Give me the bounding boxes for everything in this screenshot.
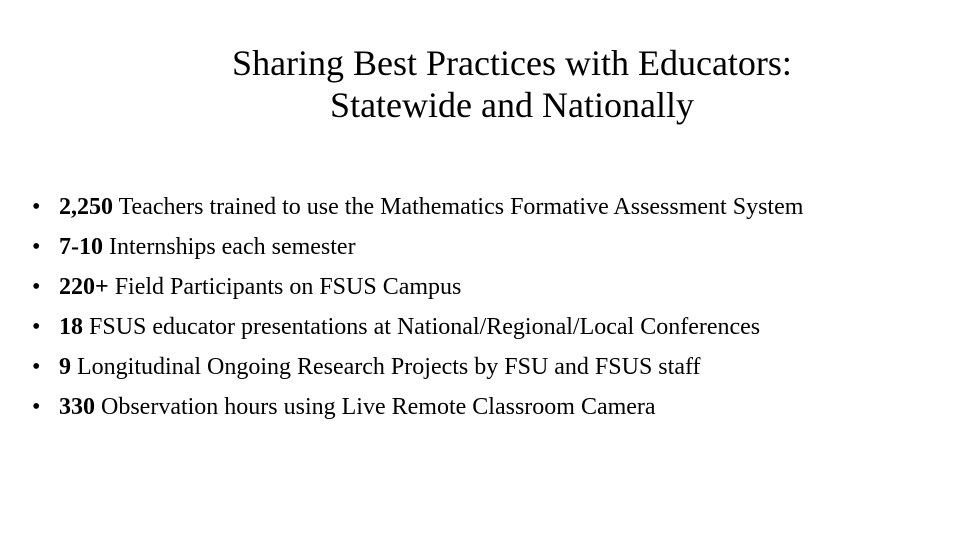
bullet-text: Observation hours using Live Remote Classroom Camera — [95, 394, 656, 420]
bullet-icon: • — [32, 194, 41, 220]
bullet-text: Internships each semester — [103, 234, 356, 260]
bullet-text: FSUS educator presentations at National/Regional/Local Conferences — [83, 314, 761, 340]
title-line-2: Statewide and Nationally — [330, 85, 694, 125]
bullet-icon: • — [32, 274, 41, 300]
bullet-text: Longitudinal Ongoing Research Projects by FSU and FSUS staff — [71, 354, 701, 380]
bullet-item — [32, 312, 912, 343]
bullet-icon: • — [32, 314, 41, 340]
bullet-number: 18 — [59, 314, 83, 340]
bullet-text: Field Participants on FSUS Campus — [108, 274, 462, 300]
bullet-number: 220+ — [59, 274, 109, 300]
bullet-item — [32, 272, 912, 303]
bullet-number: 7-10 — [59, 234, 103, 260]
slide-title — [0, 42, 960, 126]
bullet-number: 330 — [59, 394, 95, 420]
bullet-item — [32, 392, 912, 423]
bullet-icon: • — [32, 354, 41, 380]
bullet-icon: • — [32, 234, 41, 260]
bullet-item — [32, 232, 912, 263]
bullet-item — [32, 192, 912, 223]
bullet-icon: • — [32, 394, 41, 420]
bullet-number: 2,250 — [59, 194, 113, 220]
bullet-item — [32, 352, 912, 383]
bullet-number: 9 — [59, 354, 71, 380]
title-line-1: Sharing Best Practices with Educators: — [232, 43, 792, 83]
bullet-text: Teachers trained to use the Mathematics Formative Assessment System — [113, 194, 804, 220]
bullet-list — [32, 192, 912, 432]
